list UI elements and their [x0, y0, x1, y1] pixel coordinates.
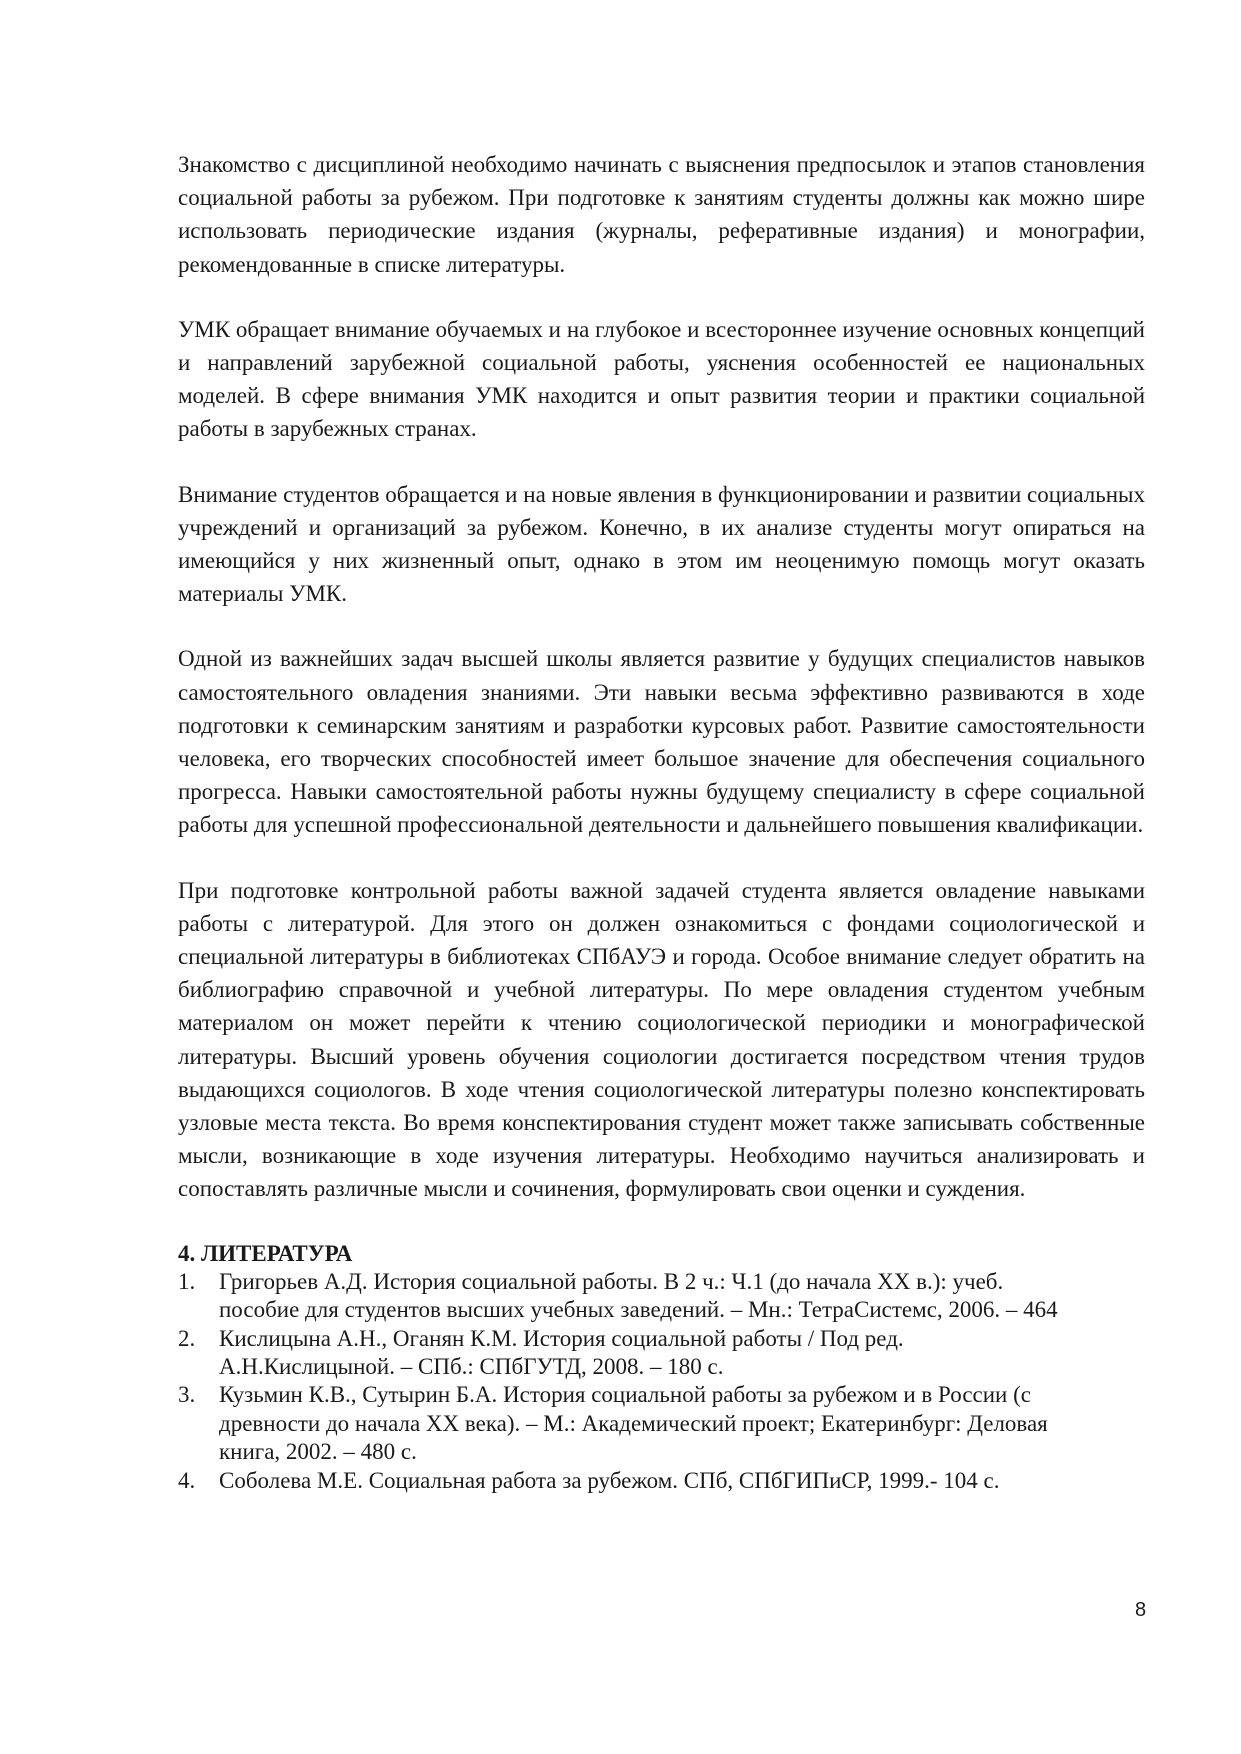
literature-item-line: Кузьмин К.В., Сутырин Б.А. История социальной работы за рубежом и в России (с [219, 1382, 1031, 1408]
literature-item-number: 4. [178, 1467, 196, 1493]
paragraph-2: УМК обращает внимание обучаемых и на глубокое и всестороннее изучение основных концепций и направлений зарубежной социальной работы, уяснения особенностей ее национальных моделей. В сфере внимания УМК находится и опыт развития теории и практики социальной работы в зарубежных странах. [178, 316, 1145, 442]
literature-item-2 [178, 1325, 1145, 1382]
literature-heading: 4. ЛИТЕРАТУРА [178, 1240, 353, 1266]
literature-item-3 [178, 1381, 1145, 1466]
paragraph-1: Знакомство с дисциплиной необходимо начинать с выяснения предпосылок и этапов становления социальной работы за рубежом. При подготовке к занятиям студенты должны как можно шире использовать периодические издания (журналы, реферативные издания) и монографии, рекомендованные в списке литературы. [178, 152, 1145, 277]
literature-item-line: пособие для студентов высших учебных заведений. – Мн.: ТетраСистемс, 2006. – 464 [219, 1297, 1058, 1323]
literature-item-number: 2. [178, 1325, 196, 1351]
literature-item-line: книга, 2002. – 480 с. [219, 1439, 417, 1465]
literature-item-line: А.Н.Кислицыной. – СПб.: СПбГУТД, 2008. – 180 с. [219, 1353, 724, 1379]
paragraph-5: При подготовке контрольной работы важной задачей студента является овладение навыками работы с литературой. Для этого он должен ознакомиться с фондами социологической и специальной литературы в библиотеках СПбАУЭ и города. Особое внимание следует обратить на библиографию справочной и учебной литературы. По мере овладения студентом учебным материалом он может перейти к чтению социологической периодики и монографической литературы. Высший уровень обучения социологии достигается посредством чтения трудов выдающихся социологов. В ходе чтения социологической литературы полезно конспектировать узловые места текста. Во время конспектирования студент может также записывать собственные мысли, возникающие в ходе изучения литературы. Необходимо научиться анализировать и сопоставлять различные мысли и сочинения, формулировать свои оценки и суждения. [178, 877, 1145, 1202]
literature-item-line: Григорьев А.Д. История социальной работы. В 2 ч.: Ч.1 (до начала ХХ в.): учеб. [219, 1268, 1004, 1294]
document-page [178, 148, 1145, 1495]
literature-list [178, 1268, 1145, 1495]
literature-item-number: 1. [178, 1268, 196, 1294]
paragraph-3: Внимание студентов обращается и на новые явления в функционировании и развитии социальных учреждений и организаций за рубежом. Конечно, в их анализе студенты могут опираться на имеющийся у них жизненный опыт, однако в этом им неоценимую помощь могут оказать материалы УМК. [178, 481, 1145, 607]
page-number: 8 [1135, 1599, 1147, 1621]
literature-item-line: Соболева М.Е. Социальная работа за рубежом. СПб, СПбГИПиСР, 1999.- 104 с. [219, 1467, 1000, 1493]
literature-item-4 [178, 1467, 1145, 1495]
literature-item-1 [178, 1268, 1145, 1325]
literature-item-line: Кислицына А.Н., Оганян К.М. История социальной работы / Под ред. [219, 1325, 904, 1351]
paragraph-4: Одной из важнейших задач высшей школы является развитие у будущих специалистов навыков самостоятельного овладения знаниями. Эти навыки весьма эффективно развиваются в ходе подготовки к семинарским занятиям и разработки курсовых работ. Развитие самостоятельности человека, его творческих способностей имеет большое значение для обеспечения социального прогресса. Навыки самостоятельной работы нужны будущему специалисту в сфере социальной работы для успешной профессиональной деятельности и дальнейшего повышения квалификации. [178, 646, 1145, 838]
literature-item-number: 3. [178, 1382, 196, 1408]
literature-item-line: древности до начала ХХ века). – М.: Академический проект; Екатеринбург: Деловая [219, 1410, 1048, 1436]
